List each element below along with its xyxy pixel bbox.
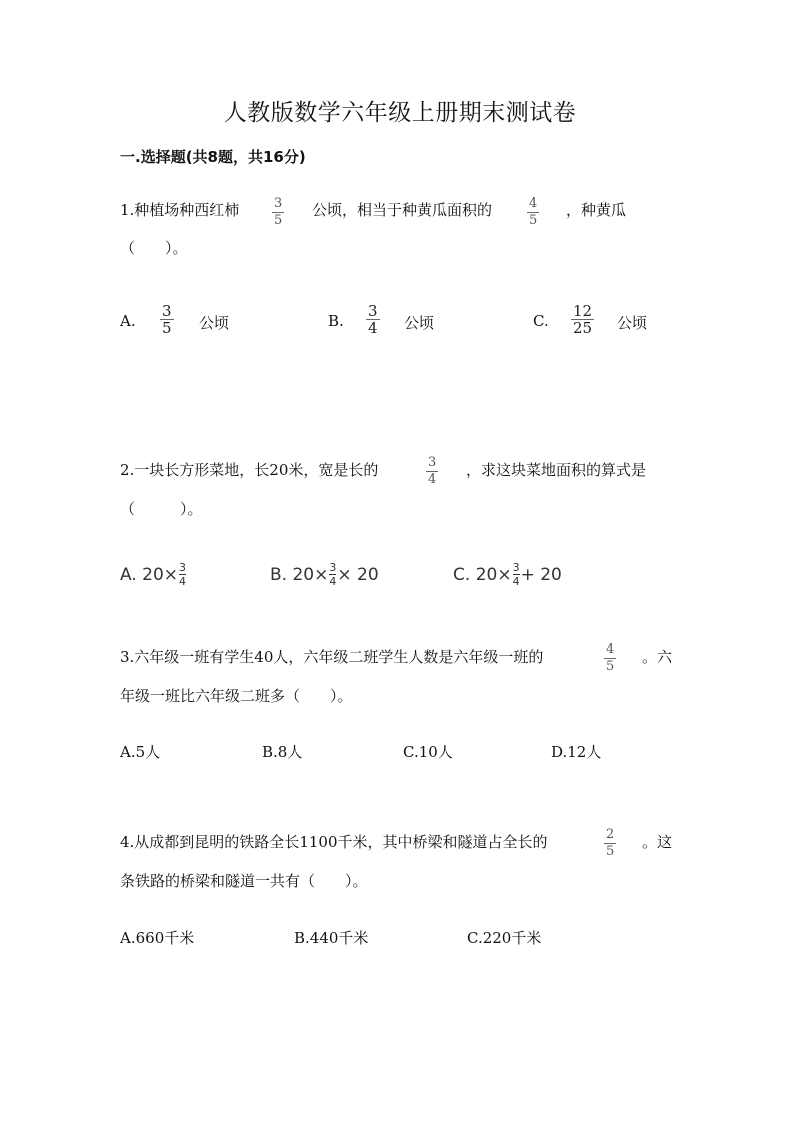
q3-option-c: C.10人 (403, 743, 453, 761)
q2-option-c: C. 20× 3 4 + 20 (453, 561, 562, 588)
q2-option-b: B. 20× 3 4 × 20 (270, 561, 379, 588)
q2-text-a: 2.一块长方形菜地，长20米，宽是长的 (120, 461, 379, 479)
q1-option-b-fraction: 3 4 (368, 302, 378, 337)
q3-text-b: 。六 (642, 648, 673, 666)
q1-option-b-label: B. (328, 312, 344, 330)
q1-text-b: 公顷，相当于种黄瓜面积的 (312, 201, 493, 219)
q4-fraction-1: 2 5 (606, 827, 615, 859)
q3-option-b: B.8人 (262, 743, 303, 761)
q1-option-c-unit: 公顷 (617, 314, 648, 332)
q1-option-a-label: A. (120, 312, 136, 330)
page-title: 人教版数学六年级上册期末测试卷 (223, 100, 577, 126)
q4-text-line2: 条铁路的桥梁和隧道一共有（ ）。 (120, 872, 368, 890)
q1-fraction-2: 4 5 (529, 196, 538, 228)
q4-text-a: 4.从成都到昆明的铁路全长1100千米，其中桥梁和隧道占全长的 (120, 833, 548, 851)
q4-text-b: 。这 (642, 833, 673, 851)
q2-option-c-fraction: 3 4 (512, 561, 520, 588)
q1-text-line2: （ ）。 (120, 239, 188, 257)
q3-text-line2: 年级一班比六年级二班多（ ）。 (120, 687, 353, 705)
q3-option-d: D.12人 (551, 743, 602, 761)
q3-option-a: A.5人 (120, 743, 161, 761)
q4-option-b: B.440千米 (294, 929, 369, 947)
section-heading: 一.选择题(共8题，共16分) (120, 148, 306, 166)
q1-option-a-fraction: 3 5 (162, 302, 172, 337)
q1-option-c-fraction: 12 25 (573, 302, 593, 337)
q2-text-line2: （ ）。 (120, 500, 203, 518)
q1-text-c: ，种黄瓜 (566, 201, 627, 219)
q2-text-b: ，求这块菜地面积的算式是 (466, 461, 647, 479)
q4-option-a: A.660千米 (120, 929, 195, 947)
q4-option-c: C.220千米 (467, 929, 542, 947)
q1-option-b-unit: 公顷 (404, 314, 435, 332)
q2-fraction-1: 3 4 (428, 455, 437, 487)
q3-fraction-1: 4 5 (606, 642, 615, 674)
q1-text-a: 1.种植场种西红柿 (120, 201, 240, 219)
q1-option-c-label: C. (533, 312, 549, 330)
q1-option-a-unit: 公顷 (199, 314, 230, 332)
q1-fraction-1: 3 5 (274, 196, 283, 228)
q2-option-a-fraction: 3 4 (179, 561, 187, 588)
q2-option-b-fraction: 3 4 (329, 561, 337, 588)
q2-option-a: A. 20× 3 4 (120, 561, 187, 588)
q3-text-a: 3.六年级一班有学生40人，六年级二班学生人数是六年级一班的 (120, 648, 544, 666)
